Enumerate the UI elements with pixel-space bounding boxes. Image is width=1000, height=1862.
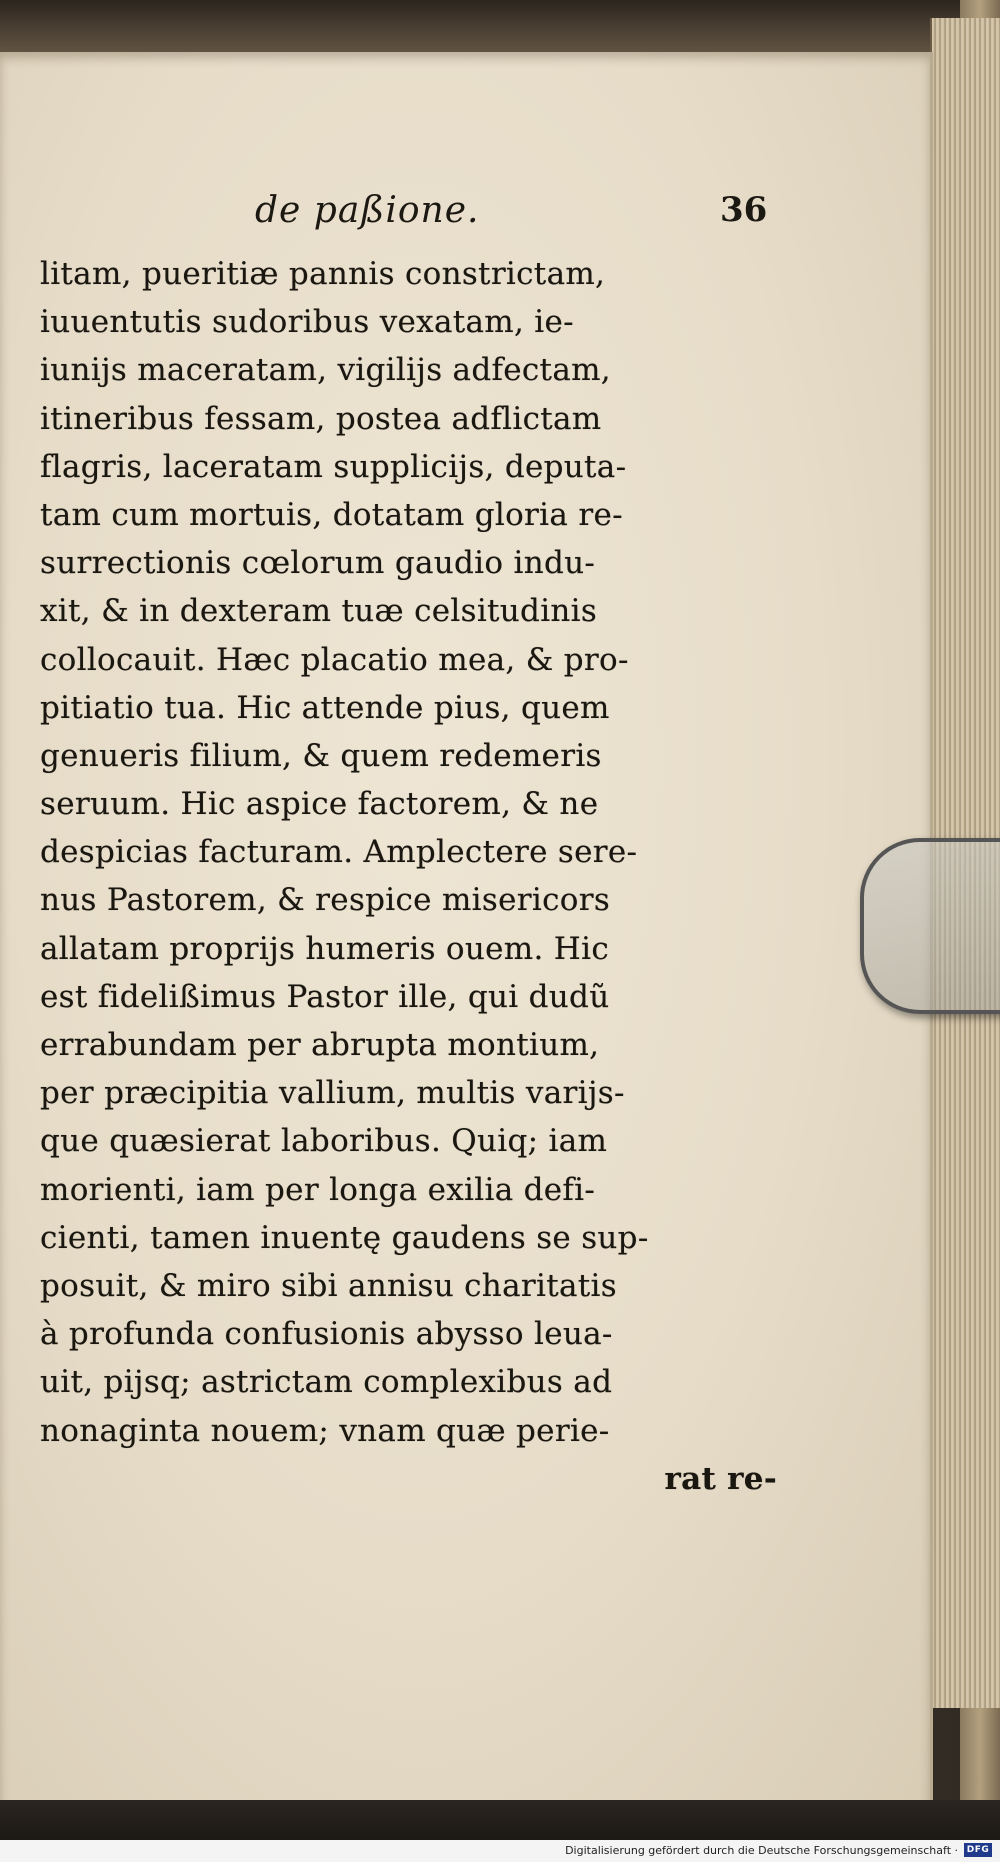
running-head-title: de paßione. [255, 190, 480, 231]
text-line: itineribus fessam, postea adflictam [40, 400, 602, 437]
text-line: despicias facturam. Amplectere sere- [40, 834, 638, 871]
text-line: errabundam per abrupta montium, [40, 1027, 600, 1063]
text-line: genueris filium, & quem redemeris [40, 737, 602, 774]
text-line: à profunda confusionis abysso leua- [40, 1316, 613, 1353]
catchword: rat re- [664, 1460, 777, 1497]
text-line: nonaginta nouem; vnam quæ perie- [40, 1412, 610, 1449]
text-line: allatam proprijs humeris ouem. Hic [40, 930, 610, 967]
footer-credit: Digitalisierung gefördert durch die Deutsche Forschungsgemeinschaft · [565, 1844, 958, 1857]
text-line: iunijs maceratam, vigilijs adfectam, [40, 352, 611, 389]
text-line: collocauit. Hæc placatio mea, & pro- [40, 641, 629, 678]
book-binding-bottom [0, 1800, 1000, 1840]
text-line: nus Pastorem, & respice misericors [40, 882, 611, 919]
text-line: surrectionis cœlorum gaudio indu- [40, 545, 596, 582]
text-line: seruum. Hic aspice factorem, & ne [40, 786, 599, 823]
text-line: est fidelißimus Pastor ille, qui dudũ [40, 978, 610, 1015]
text-line: iuuentutis sudoribus vexatam, ie- [40, 304, 574, 341]
page-number: 36 [720, 190, 768, 230]
text-line: morienti, iam per longa exilia defi- [40, 1171, 596, 1208]
running-head [40, 182, 780, 242]
text-block [40, 250, 785, 1503]
text-line: posuit, & miro sibi annisu charitatis [40, 1267, 617, 1304]
text-line: tam cum mortuis, dotatam gloria re- [40, 496, 623, 533]
text-line: que quæsierat laboribus. Quiq; iam [40, 1123, 608, 1160]
text-line: uit, pijsq; astrictam complexibus ad [40, 1364, 613, 1401]
text-line: litam, pueritiæ pannis constrictam, [40, 256, 606, 292]
dfg-logo-icon: DFG [964, 1843, 992, 1857]
page-clip [860, 838, 1000, 1014]
text-line: xit, & in dexteram tuæ celsitudinis [40, 593, 598, 630]
text-line: pitiatio tua. Hic attende pius, quem [40, 689, 610, 726]
text-line: per præcipitia vallium, multis varijs- [40, 1075, 625, 1112]
text-line: flagris, laceratam supplicijs, deputa- [40, 448, 627, 485]
text-line: cienti, tamen inuentę gaudens se sup- [40, 1219, 649, 1256]
